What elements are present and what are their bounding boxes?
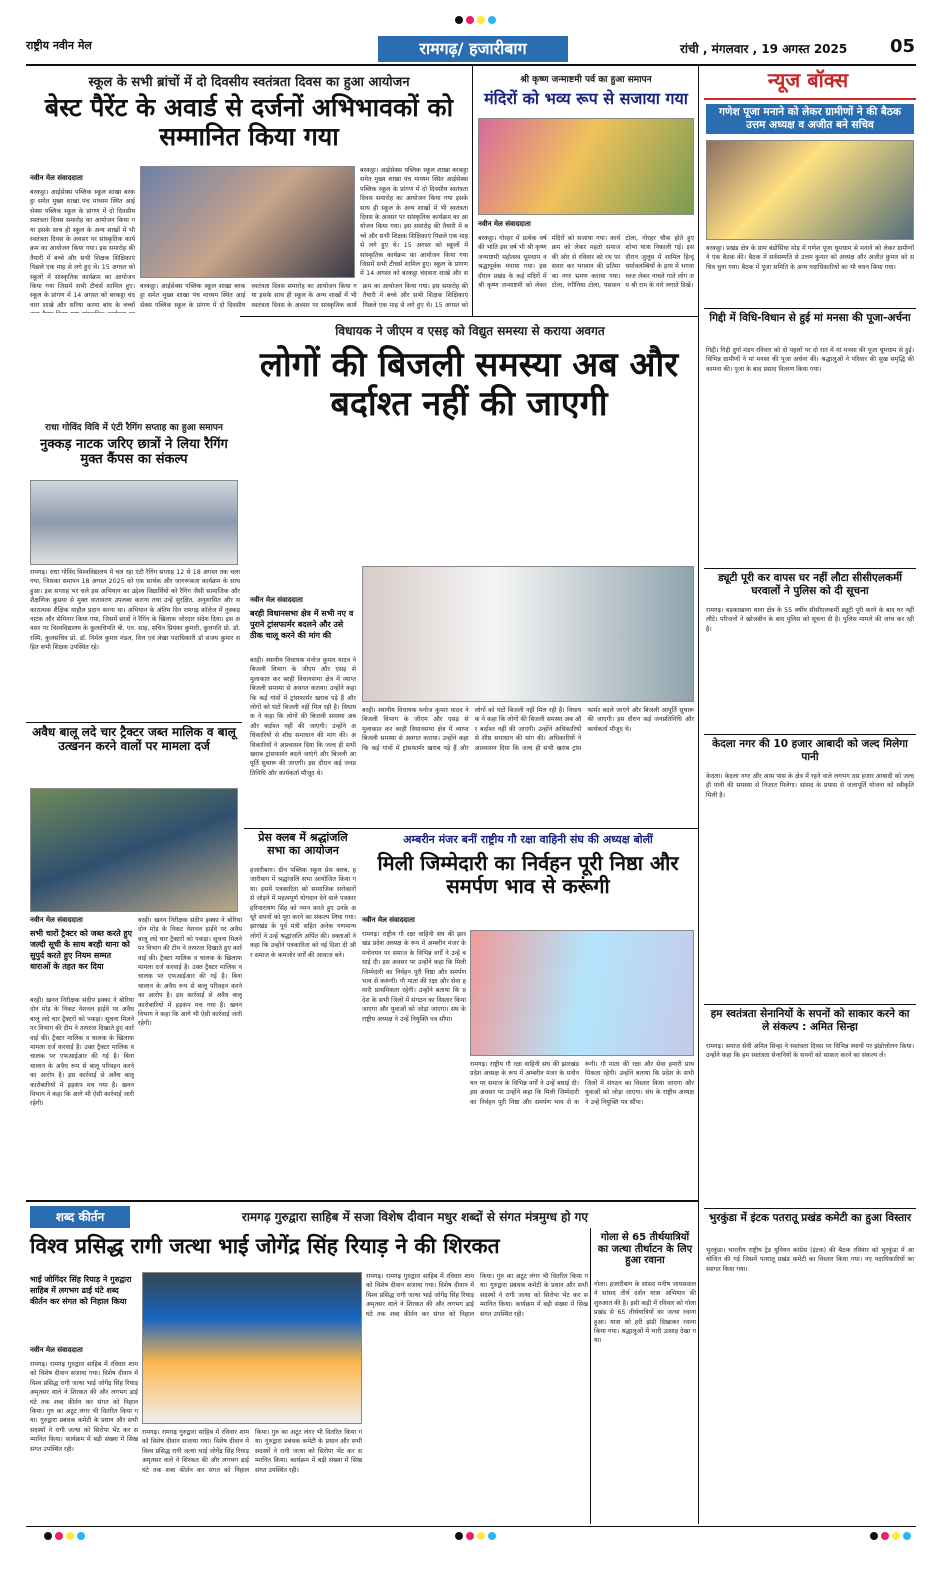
newsbox-item-1-headline: गणेश पूजा मनाने को लेकर ग्रामीणों ने की बैठक उत्तम अध्यक्ष व अजीत बने सचिव <box>706 104 914 134</box>
story8-byline: नवीन मेल संवाददाता <box>30 1346 83 1354</box>
newsbox-item-6-headline: भुरकुंडा में इंटक पतरातू प्रखंड कमेटी का हुआ विस्तार <box>708 1212 912 1224</box>
newsbox-item-1-body: बरकट्ठा। प्रखंड क्षेत्र के ग्राम बंडोसिंघा मोड़ में गणेश पूजा धूमधाम से मनाने को लेकर ग्रामीणों ने एक बैठक की। बैठक में सर्वसम्मति से उत्तम कुमार को अध्यक्ष और अजीत कुमार को सचिव चुना गया। बैठक में पूजा समिति के अन्य पदाधिकारियों का भी चयन किया गया। <box>706 245 914 271</box>
registration-marks-bottom-center <box>455 1532 496 1540</box>
story9-headline: गोला से 65 तीर्थयात्रियों का जत्था तीर्थाटन के लिए हुआ रवाना <box>597 1232 693 1266</box>
story2-byline: नवीन मेल संवाददाता <box>478 220 531 228</box>
story2-headline: मंदिरों को भव्य रूप से सजाया गया <box>484 89 688 108</box>
story8-body: रामगढ़। रामगढ़ गुरुद्वारा साहिब में रविवार शाम को विशेष दीवान सजाया गया। विशेष दीवान में विश्व प्रसिद्ध रागी जत्था भाई जोगेंद्र सिंह रियाड़ अमृतसर वाले ने शिरकत की और लगभग ढाई घंटे तक शब्द कीर्तन कर संगत को निहाल किया। गुरु का अटूट लंगर भी वितरित किया गया। गुरुद्वारा प्रबंधक कमेटी के प्रधान और सभी सदस्यों ने रागी जत्था को सिरोपा भेंट कर सम्मानित किया। कार्यक्रम में बड़ी संख्या में सिख संगत उपस्थित रही। <box>30 1361 138 1453</box>
story4-body: बरही। खनन निरीक्षक संदीप इक्का ने बोरिया दोन मोड़ के निकट नेशनल हाईवे पर अवैध बालू लदे चार ट्रैक्टरों को पकड़ा। सूचना मिलने पर विभाग की टीम ने तत्परता दिखाते हुए कार्रवाई की। ट्रैक्टर मालिक व चालक के खिलाफ मामला दर्ज करवाई है। उक्त ट्रैक्टर मालिक व चालक पर एफआईआर की गई है। बिना चालान के अवैध रूप से बालू परिवहन करने का आरोप है। इस कार्रवाई से अवैध बालू कारोबारियों में हड़कंप मच गया है। खनन विभाग ने कहा कि आगे भी ऐसी कार्रवाई जारी रहेगी। <box>30 997 134 1108</box>
story7-photo <box>470 930 694 1056</box>
story1-body: बरकट्ठा। आईसेक्स पब्लिक स्कूल शाखा बरकट्ठा समेत मुख्य शाखा पंच माध्यम स्थित आईसेक्स पब्लिक स्कूल के प्रांगण में दो दिवसीय स्वतंत्रता दिवस समारोह का आयोजन किया गया इसके साथ ही स्कूल के अन्य शाखों में भी स्वतंत्रता दिवस के अवसर पर सांस्कृतिक कार्यक्रम का आयोजन किया गया। इस समारोह की तैयारी में बच्चे और सभी शिक्षक शिक्षिकाएं पिछले एक माह से लगे हुए थे। 15 अगस्त को स्कूलों में सांस्कृतिक कार्यक्रम का आयोजन किया गया जिसमें सभी टीचर्स शामिल हुए। स्कूल के प्रांगण में 14 अगस्त को बरकट्ठा चंदवारा शाखे और सरिया करमा बांध के बच्चों <box>30 189 135 309</box>
story8-kicker: रामगढ़ गुरुद्वारा साहिब में सजा विशेष दीवान मधुर शब्दों से संगत मंत्रमुग्ध हो गए <box>241 1210 589 1224</box>
rule <box>704 1004 916 1005</box>
story6-body: हजारीबाग। ग्रीन पब्लिक स्कूल प्रेस क्लब, हजारीबाग में श्रद्धांजलि सभा आयोजित किया गया। इसमें पत्रकारिता को सामाजिक सरोकारों से जोड़ने में महत्वपूर्ण योगदान देने वाले पत्रकार हरिनारायण सिंह को नमन करते हुए उनके अधूरे सपनों को पूरा करने का संकल्प लिया गया। झारखंड के पूर्व मंत्री सहित अनेक गणमान्य लोगों ने उन्हें श्रद्धांजलि अर्पित की। वक्ताओं ने कहा कि उन्होंने पत्रकारिता को नई दिशा दी और समाज के कमजोर वर्गों की आवाज बने। <box>250 867 356 959</box>
story7-body: रामगढ़। राष्ट्रीय गौ रक्षा वाहिनी संघ की झारखंड प्रदेश अध्यक्ष के रूप में अम्बरीन मंजर के मनोनयन पर समाज के विभिन्न वर्गों ने उन्हें बधाई दी। इस अवसर पर उन्होंने कहा कि मिली जिम्मेदारी का निर्वहन पूरी निष्ठा और समर्पण भाव से करूंगी। गौ माता की रक्षा और सेवा हमारी प्राथमिकता रहेगी। उन्होंने बताया कि प्रदेश के सभी जिलों में संगठन का विस्तार किया जाएगा और युवाओं को जोड़ा जाएगा। संघ के राष्ट्रीय अध्यक्ष ने उन्हें नियुक्ति पत्र सौंपा। <box>362 931 466 1023</box>
story5-bullet: बरही विधानसभा क्षेत्र में सभी नए व पुराने ट्रांसफार्मर बदलने और उसे ठीक चालू करने की मांग की <box>250 609 354 640</box>
story9-body: गोला। हजारीबाग के सांसद मनीष जायसवाल ने सांसद तीर्थ दर्शन यात्रा अभियान की शुरुआत की है। इसी कड़ी में रविवार को गोला प्रखंड से 65 तीर्थयात्रियों का जत्था रवाना हुआ। यात्रा को हरी झंडी दिखाकर रवाना किया गया। श्रद्धालुओं में भारी उत्साह देखा गया। <box>594 1281 696 1345</box>
registration-marks-bottom-left <box>44 1532 85 1540</box>
story8-body-cont: रामगढ़। रामगढ़ गुरुद्वारा साहिब में रविवार शाम को विशेष दीवान सजाया गया। विशेष दीवान में विश्व प्रसिद्ध रागी जत्था भाई जोगेंद्र सिंह रियाड़ अमृतसर वाले ने शिरकत की और लगभग ढाई घंटे तक शब्द कीर्तन कर संगत को निहाल किया। गुरु का अटूट लंगर भी वितरित किया गया। गुरुद्वारा प्रबंधक कमेटी के प्रधान और सभी सदस्यों ने रागी जत्था को सिरोपा भेंट कर सम्मानित किया। कार्यक्रम में बड़ी संख्या में सिख संगत उपस्थित रही। <box>142 1429 362 1474</box>
story4-bullet: सभी चारों ट्रैक्टर को जब्त करते हुए जल्दी सूची के साथ बरही थाना को सुपुर्द करते हुए नियम सम्मत धाराओं के तहत कर दिया <box>30 929 133 971</box>
story8-photo <box>142 1272 362 1424</box>
story3-body: रामगढ़। राधा गोविंद विश्वविद्यालय में चल रहा एंटी रैगिंग सप्ताह 12 से 18 अगस्त तक चला गया, जिसका समापन 18 अगस्त 2025 को एक सार्थक और जागरूकता कार्यक्रम के साथ हुआ। इस सप्ताह भर चले इस अभियान का उद्देश्य विद्यार्थियों को रैगिंग जैसी सामाजिक और शैक्षणिक कुप्रथा से मुक्त वातावरण उपलब्ध कराना तथा उन्हें सुरक्षित, अनुशासित और सकारात्मक शैक्षिक माहौल प्रदान करना था। अभियान के अंतिम दिन रामगढ़ कॉलेज में नुक्कड़ नाटक और सेमिनार किया गया, जिसमें छात्रों ने रैगिंग के खिलाफ जोरदार संदेश दिया। इस अवसर पर विश्वविद्यालय के कुलाधिपति बी. एन. साह, सचिव प्रियंका कुमारी, कुलपति प्रो. डॉ. रश्मि, कुलसचिव प्रो. डॉ. निर्मल कुमार मंडल, वित्त एवं लेखा पदाधिकारी डॉ संजय कुमार सहित सभी शिक्षक उपस्थित रहे। <box>30 569 240 652</box>
col-divider <box>472 66 473 316</box>
rule <box>704 734 916 735</box>
page-number: 05 <box>890 36 916 57</box>
story8-headline: विश्व प्रसिद्ध रागी जत्था भाई जोगेंद्र सिंह रियाड़ ने की शिरकत <box>30 1234 500 1258</box>
newsbox-title: न्यूज बॉक्स <box>767 68 849 92</box>
newsbox-item-2-headline: गिद्दी में विधि-विधान से हुई मां मनसा की पूजा-अर्चना <box>709 312 911 324</box>
story4-headline: अवैध बालू लदे चार ट्रैक्टर जब्त मालिक व बालू उत्खनन करने वालों पर मामला दर्ज <box>32 725 236 753</box>
story2-kicker: श्री कृष्ण जन्माष्टमी पर्व का हुआ समापन <box>520 75 652 85</box>
dateline: रांची , मंगलवार , 19 अगस्त 2025 <box>680 42 848 56</box>
story4-byline: नवीन मेल संवाददाता <box>30 916 83 924</box>
story8-label: शब्द कीर्तन <box>30 1206 130 1228</box>
registration-marks-bottom-right <box>870 1532 911 1540</box>
story5-body-cont: बरही। स्थानीय विधायक मनोज कुमार यादव ने बिजली विभाग के जीएम और एसइ से मुलाकात कर बरही विधानसभा क्षेत्र में व्याप्त बिजली समस्या से अवगत कराया। उन्होंने कहा कि कई गांवों में ट्रांसफार्मर खराब पड़े हैं और लोगों को घंटों बिजली नहीं मिल रही है। विधायक ने कहा कि लोगों की बिजली समस्या अब और बर्दाश्त नहीं की जाएगी। उन्होंने अधिकारियों से शीघ्र समाधान की मांग की। अधिकारियों ने आश्वासन दिया कि जल्द ही सभी खराब ट्रांसफार्मर बदले जाएंगे और बिजली आपूर्ति सुचारू की जाएगी। इस दौरान कई जनप्रतिनिधि और कार्यकर्ता मौजूद थे। <box>362 707 694 752</box>
newsbox-item-5-body: रामगढ़। समाज सेवी अमित सिन्हा ने स्वतंत्रता दिवस पर विभिन्न स्थानों पर झंडोत्तोलन किया। उन्होंने कहा कि हम स्वतंत्रता सेनानियों के सपनों को साकार करने का संकल्प लें। <box>706 1043 914 1060</box>
story6-headline: प्रेस क्लब में श्रद्धांजलि सभा का आयोजन <box>258 831 348 857</box>
story1-body-col3: बरकट्ठा। आईसेक्स पब्लिक स्कूल शाखा बरकट्ठा समेत मुख्य शाखा पंच माध्यम स्थित आईसेक्स पब्लिक स्कूल के प्रांगण में दो दिवसीय स्वतंत्रता दिवस समारोह का आयोजन किया गया इसके साथ ही स्कूल के अन्य शाखों में भी स्वतंत्रता दिवस के अवसर पर सांस्कृतिक कार्यक्रम का आयोजन किया गया। इस समारोह की तैयारी में बच्चे और सभी शिक्षक शिक्षिकाएं पिछले एक माह से लगे हुए थे। 15 अगस्त को स्कूलों में सांस्कृतिक कार्यक्रम का आयोजन किया गया जिसमें सभी टीचर्स शामिल हुए। स्कूल के प्रांगण में 14 अगस्त को बरकट्ठा चंदवारा शाखे और स <box>360 167 468 278</box>
story5-kicker: विधायक ने जीएम व एसइ को विद्युत समस्या से कराया अवगत <box>335 324 605 338</box>
story7-kicker: अम्बरीन मंजर बनीं राष्ट्रीय गौ रक्षा वाहिनी संघ की अध्यक्ष बोलीं <box>403 833 653 846</box>
story5-headline: लोगों की बिजली समस्या अब और बर्दाश्त नहीं की जाएगी <box>259 345 679 425</box>
newsbox-item-2-body: गिद्दी। गिद्दी दुर्गा मंडप रविवार को दो पहलों पर दो रात में मां मनसा की पूजा धूमधाम से हुई। विभिन्न ग्रामीणों ने मां मनसा की पूजा अर्चना की। श्रद्धालुओं ने परिवार की सुख समृद्धि की कामना की। पूजा के बाद प्रसाद वितरण किया गया। <box>706 347 914 373</box>
rule <box>244 828 698 829</box>
newsbox-item-6-body: भुरकुंडा। भारतीय राष्ट्रीय ट्रेड यूनियन कांग्रेस (इंटक) की बैठक रविवार को भुरकुंडा में आयोजित की गई जिसमें पतरातू प्रखंड कमेटी का विस्तार किया गया। नए पदाधिकारियों का स्वागत किया गया। <box>706 1247 914 1273</box>
story1-byline: नवीन मेल संवाददाता <box>30 174 83 182</box>
story8-bullet: भाई जोगिंदर सिंह रियाड़ ने गुरुद्वारा साहिब में लगभग ढाई घंटे शब्द कीर्तन कर संगत को निहाल किया <box>30 1275 132 1306</box>
rule <box>704 308 916 309</box>
story1-photo <box>140 166 355 278</box>
rule <box>26 722 242 723</box>
registration-marks-top <box>455 16 496 24</box>
story7-body-cont: रामगढ़। राष्ट्रीय गौ रक्षा वाहिनी संघ की झारखंड प्रदेश अध्यक्ष के रूप में अम्बरीन मंजर के मनोनयन पर समाज के विभिन्न वर्गों ने उन्हें बधाई दी। इस अवसर पर उन्होंने कहा कि मिली जिम्मेदारी का निर्वहन पूरी निष्ठा और समर्पण भाव से करूंगी। गौ माता की रक्षा और सेवा हमारी प्राथमिकता रहेगी। उन्होंने बताया कि प्रदेश के सभी जिलों में संगठन का विस्तार किया जाएगा और युवाओं को जोड़ा जाएगा। संघ के राष्ट्रीय अध्यक्ष ने उन्हें नियुक्ति पत्र सौंपा। <box>470 1061 694 1106</box>
section-banner: रामगढ़/ हजारीबाग <box>378 36 568 62</box>
newsbox-rule <box>704 98 916 100</box>
story2-body: बरकट्ठा। गोरहर में प्रत्येक वर्ष की भांति इस वर्ष भी श्री कृष्ण जन्माष्टमी महोत्सव धूमधाम व श्रद्धापूर्वक मनाया गया। इस दौरान प्रखंड के कई मंदिरों में श्री कृष्ण जन्माष्टमी को लेकर मंदिरों को सजाया गया। कार्यक्रम को लेकर महतो समाज की ओर से रविवार को रथ पर सवार कर भगवान की प्रतिमा का नगर भ्रमण कराया गया। टोला, रंगीनिया टोला, पसवान टोला, गोरहर चौक होते हुए शोभा यात्रा निकाली गई। इस दौरान जुलूस में शामिल हिन्दू धर्मावलम्बियों के हाथ में भगवा ध्वज लेकर नाचते गाते लोग जय श्री राम के नारे लगाते दिखे। <box>478 235 694 290</box>
newsbox-item-4-body: केदला। केदला नगर और आस पास के क्षेत्र में रहने वाले लगभग दस हजार आबादी को जल्द ही पानी की समस्या से निजात मिलेगा। सांसद के प्रयास से जलापूर्ति योजना को स्वीकृति मिली है। <box>706 773 914 799</box>
masthead-name: राष्ट्रीय नवीन मेल <box>26 39 92 52</box>
newsbox-item-1-photo <box>706 140 914 240</box>
story1-headline: बेस्ट पैरेंट के अवार्ड से दर्जनों अभिभावकों को सम्मानित किया गया <box>44 93 454 151</box>
story4-body-col2: बरही। खनन निरीक्षक संदीप इक्का ने बोरिया दोन मोड़ के निकट नेशनल हाईवे पर अवैध बालू लदे चार ट्रैक्टरों को पकड़ा। सूचना मिलने पर विभाग की टीम ने तत्परता दिखाते हुए कार्रवाई की। ट्रैक्टर मालिक व चालक के खिलाफ मामला दर्ज करवाई है। उक्त ट्रैक्टर मालिक व चालक पर एफआईआर की गई है। बिना चालान के अवैध रूप से बालू परिवहन करने का आरोप है। इस कार्रवाई से अवैध बालू कारोबारियों में हड़कंप मच गया है। खनन विभाग ने कहा कि आगे भी ऐसी कार्रवाई जारी रहेगी। <box>138 917 242 1028</box>
rule <box>26 1200 698 1202</box>
rule <box>240 316 698 317</box>
story1-kicker: स्कूल के सभी ब्रांचों में दो दिवसीय स्वतंत्रता दिवस का हुआ आयोजन <box>88 75 410 90</box>
story1-body-cont: बरकट्ठा। आईसेक्स पब्लिक स्कूल शाखा बरकट्ठा समेत मुख्य शाखा पंच माध्यम स्थित आईसेक्स पब्लिक स्कूल के प्रांगण में दो दिवसीय स्वतंत्रता दिवस समारोह का आयोजन किया गया इसके साथ ही स्कूल के अन्य शाखों में भी स्वतंत्रता दिवस के अवसर पर सांस्कृतिक कार्यक्रम का आयोजन किया गया। इस समारोह की तैयारी में बच्चे और सभी शिक्षक शिक्षिकाएं पिछले एक माह से लगे हुए थे। 15 अगस्त को <box>140 283 468 309</box>
story7-headline: मिली जिम्मेदारी का निर्वहन पूरी निष्ठा और समर्पण भाव से करूंगी <box>377 851 679 898</box>
story3-headline: नुक्कड़ नाटक जरिए छात्रों ने लिया रैगिंग मुक्त कैंपस का संकल्प <box>40 437 228 467</box>
story4-photo <box>30 788 238 912</box>
story5-body: बरही। स्थानीय विधायक मनोज कुमार यादव ने बिजली विभाग के जीएम और एसइ से मुलाकात कर बरही विधानसभा क्षेत्र में व्याप्त बिजली समस्या से अवगत कराया। उन्होंने कहा कि कई गांवों में ट्रांसफार्मर खराब पड़े हैं और लोगों को घंटों बिजली नहीं मिल रही है। विधायक ने कहा कि लोगों की बिजली समस्या अब और बर्दाश्त नहीं की जाएगी। उन्होंने अधिकारियों से शीघ्र समाधान की मांग की। अधिकारियों ने आश्वासन दिया कि जल्द ही सभी खराब ट्रांसफार्मर बदले जाएंगे और बिजली आपूर्ति सुचारू की जाएगी। इस दौरान कई जनप्रतिनिधि और कार्यकर्ता मौजूद थे। <box>250 657 356 777</box>
newsbox-item-5-headline: हम स्वतंत्रता सेनानियों के सपनों को साकार करने का ले संकल्प : अमित सिन्हा <box>710 1008 910 1033</box>
story3-photo <box>30 480 238 565</box>
footer-rule <box>26 1526 916 1527</box>
story5-photo <box>362 566 694 702</box>
col-divider <box>590 1228 591 1524</box>
story2-photo <box>478 118 694 215</box>
newsbox-item-3-body: रामगढ़। बड़काखाना थाना क्षेत्र के 55 वर्षीय सीसीएलकर्मी ड्यूटी पूरी करने के बाद घर नहीं लौटे। परिजनों ने खोजबीन के बाद पुलिस को सूचना दी है। पुलिस मामले की जांच कर रही है। <box>706 607 914 633</box>
story8-body-col3: रामगढ़। रामगढ़ गुरुद्वारा साहिब में रविवार शाम को विशेष दीवान सजाया गया। विशेष दीवान में विश्व प्रसिद्ध रागी जत्था भाई जोगेंद्र सिंह रियाड़ अमृतसर वाले ने शिरकत की और लगभग ढाई घंटे तक शब्द कीर्तन कर संगत को निहाल किया। गुरु का अटूट लंगर भी वितरित किया गया। गुरुद्वारा प्रबंधक कमेटी के प्रधान और सभी सदस्यों ने रागी जत्था को सिरोपा भेंट कर सम्मानित किया। कार्यक्रम में बड़ी संख्या में सिख संगत उपस्थित रही। <box>366 1273 588 1318</box>
story7-byline: नवीन मेल संवाददाता <box>362 916 415 924</box>
col-divider <box>698 66 699 1524</box>
newsbox-item-4-headline: केदला नगर की 10 हजार आबादी को जल्द मिलेगा पानी <box>712 738 908 763</box>
story3-kicker: राधा गोविंद विवि में एंटी रैगिंग सप्ताह का हुआ समापन <box>45 423 223 433</box>
rule <box>704 1208 916 1209</box>
rule <box>704 568 916 569</box>
newsbox-item-3-headline: ड्यूटी पूरी कर वापस घर नहीं लौटा सीसीएलकर्मी घरवालों ने पुलिस को दी सूचना <box>717 572 903 597</box>
story5-byline: नवीन मेल संवाददाता <box>250 596 303 604</box>
